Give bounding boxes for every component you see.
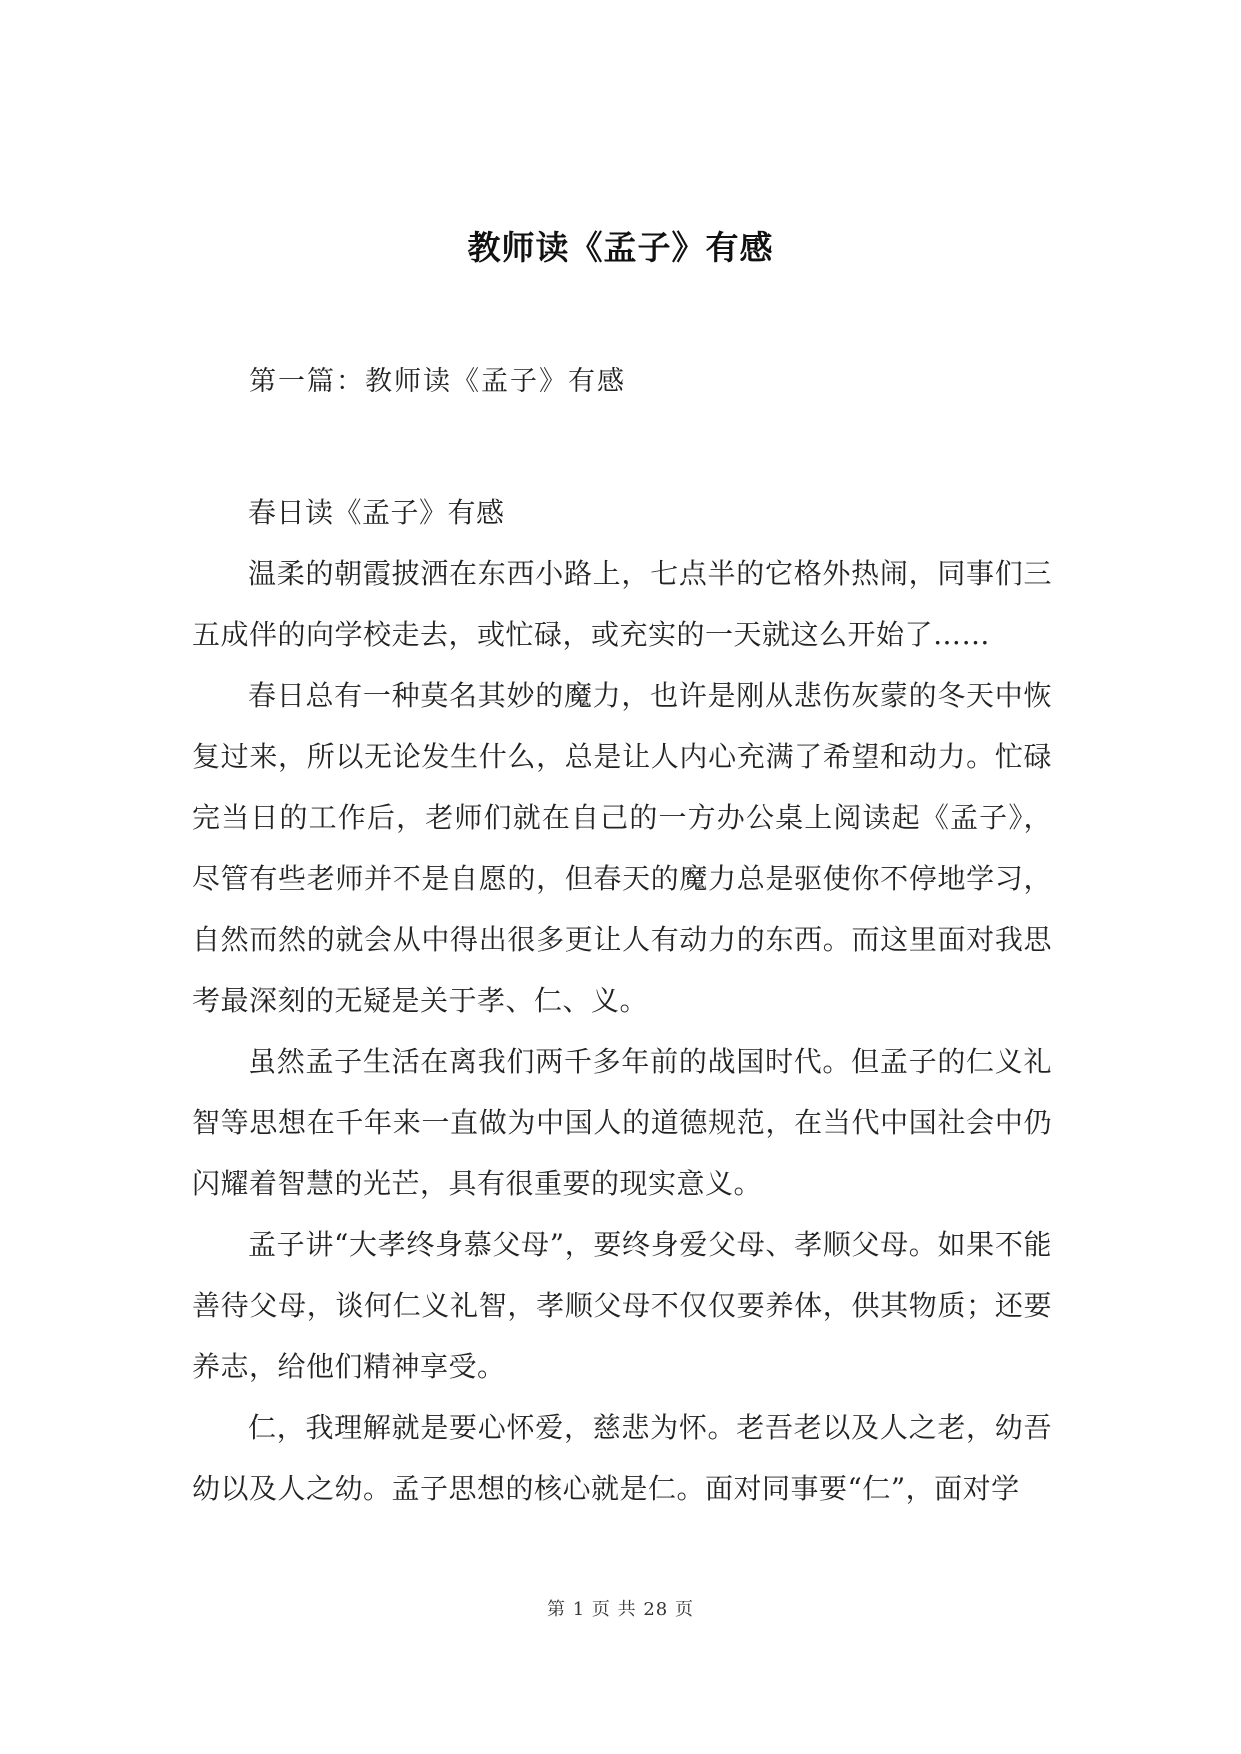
document-title: 教师读《孟子》有感 bbox=[467, 228, 774, 267]
document-body bbox=[192, 482, 1052, 1519]
section-heading: 第一篇：教师读《孟子》有感 bbox=[249, 366, 626, 397]
paragraph: 孟子讲“大孝终身慕父母”，要终身爱父母、孝顺父母。如果不能善待父母，谈何仁义礼智，孝顺父母不仅仅要养体，供其物质；还要养志，给他们精神享受。 bbox=[192, 1228, 1052, 1383]
paragraph-heading: 春日读《孟子》有感 bbox=[248, 496, 505, 529]
paragraph: 仁，我理解就是要心怀爱，慈悲为怀。老吾老以及人之老，幼吾幼以及人之幼。孟子思想的核心就是仁。面对同事要“仁”，面对学 bbox=[192, 1411, 1052, 1505]
paragraph: 虽然孟子生活在离我们两千多年前的战国时代。但孟子的仁义礼智等思想在千年来一直做为中国人的道德规范，在当代中国社会中仍闪耀着智慧的光芒，具有很重要的现实意义。 bbox=[192, 1045, 1052, 1200]
paragraph: 温柔的朝霞披洒在东西小路上，七点半的它格外热闹，同事们三五成伴的向学校走去，或忙碌，或充实的一天就这么开始了…… bbox=[192, 557, 1052, 651]
paragraph: 春日总有一种莫名其妙的魔力，也许是刚从悲伤灰蒙的冬天中恢复过来，所以无论发生什么，总是让人内心充满了希望和动力。忙碌完当日的工作后，老师们就在自己的一方办公桌上阅读起《孟子》，尽管有些老师并不是自愿的，但春天的魔力总是驱使你不停地学习，自然而然的就会从中得出很多更让人有动力的东西。而这里面对我思考最深刻的无疑是关于孝、仁、义。 bbox=[192, 679, 1052, 1017]
page-footer: 第 1 页 共 28 页 bbox=[547, 1599, 694, 1620]
